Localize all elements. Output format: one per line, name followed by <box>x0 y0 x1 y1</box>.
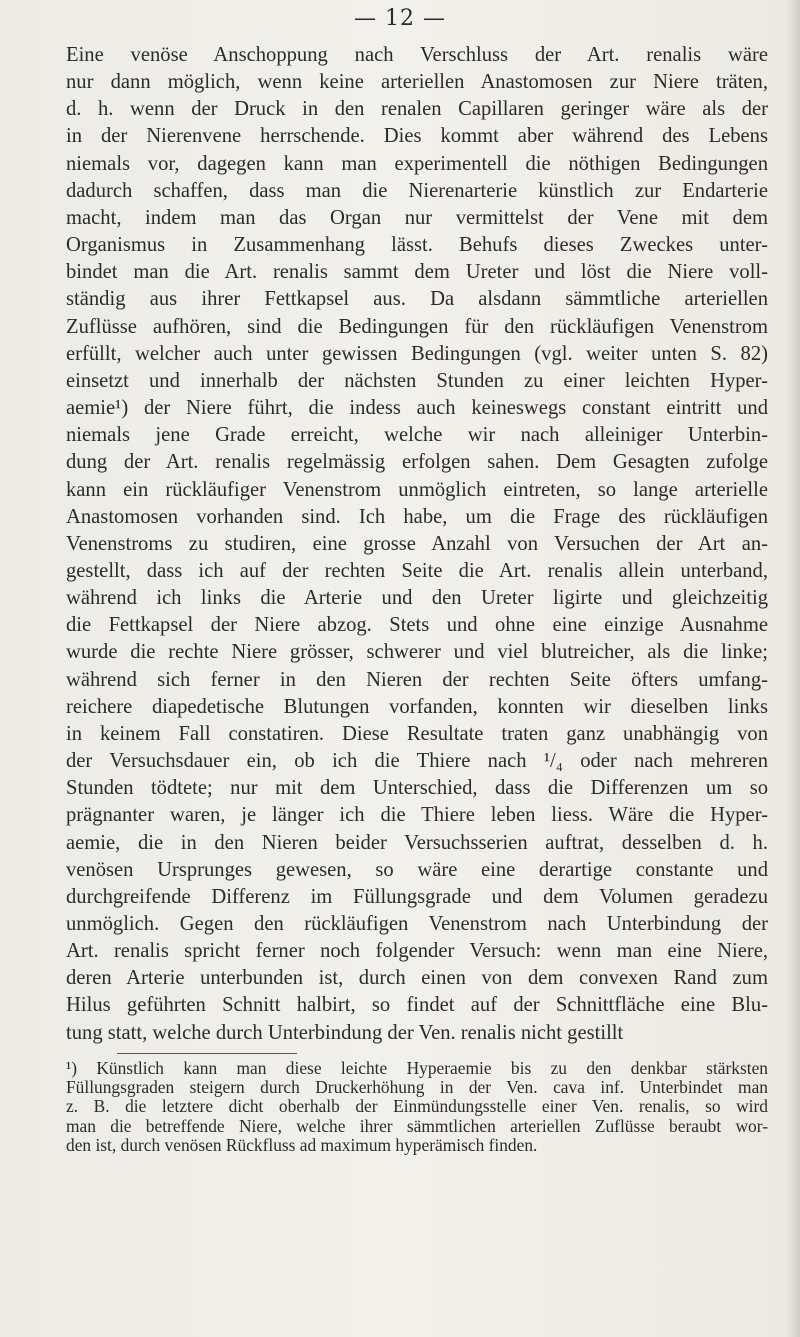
body-line: der Versuchsdauer ein, ob ich die Thiere nach ¹/₄ oder nach mehreren <box>66 750 768 773</box>
body-line: dung der Art. renalis regelmässig erfolgen sahen. Dem Gesagten zufolge <box>66 451 768 474</box>
body-line: deren Arterie unterbunden ist, durch einen von dem convexen Rand zum <box>66 967 768 990</box>
body-line: während ich links die Arterie und den Ureter ligirte und gleichzeitig <box>66 587 768 610</box>
footnote-line: ¹) Künstlich kann man diese leichte Hyperaemie bis zu den denkbar stärksten <box>66 1058 768 1078</box>
body-text <box>66 42 768 1047</box>
body-line: niemals jene Grade erreicht, welche wir nach alleiniger Unterbin- <box>66 424 768 447</box>
body-line: nur dann möglich, wenn keine arteriellen Anastomosen zur Niere träten, <box>66 71 768 94</box>
body-line: Art. renalis spricht ferner noch folgender Versuch: wenn man eine Niere, <box>66 940 768 963</box>
footnote-divider <box>117 1053 297 1054</box>
body-line: Venenstroms zu studiren, eine grosse Anzahl von Versuchen der Art an- <box>66 532 768 555</box>
body-line: kann ein rückläufiger Venenstrom unmöglich eintreten, so lange arterielle <box>66 478 768 501</box>
body-line: aemie¹) der Niere führt, die indess auch keineswegs constant eintritt und <box>66 397 768 420</box>
body-line: bindet man die Art. renalis sammt dem Ureter und löst die Niere voll- <box>66 261 768 284</box>
footnote-line: man die betreffende Niere, welche ihrer sämmtlichen arteriellen Zuflüsse beraubt wor- <box>66 1115 768 1136</box>
body-line: dadurch schaffen, dass man die Nierenarterie künstlich zur Endarterie <box>66 179 768 202</box>
body-line: Stunden tödtete; nur mit dem Unterschied, dass die Differenzen um so <box>66 777 768 800</box>
body-line: Hilus geführten Schnitt halbirt, so findet auf der Schnittfläche eine Blu- <box>66 994 768 1017</box>
body-line: während sich ferner in den Nieren der rechten Seite öfters umfang- <box>66 668 768 691</box>
page-edge-shadow <box>786 0 800 1337</box>
body-line: gestellt, dass ich auf der rechten Seite die Art. renalis allein unterband, <box>66 559 768 582</box>
body-line: Eine venöse Anschoppung nach Verschluss der Art. renalis wäre <box>66 44 768 66</box>
footnote-line: z. B. die letztere dicht oberhalb der Einmündungsstelle einer Ven. renalis, so wird <box>66 1096 768 1117</box>
page-number: — 12 — <box>354 6 446 31</box>
body-line: die Fettkapsel der Niere abzog. Stets und ohne eine einzige Ausnahme <box>66 614 768 637</box>
body-line: einsetzt und innerhalb der nächsten Stunden zu einer leichten Hyper- <box>66 369 768 392</box>
body-line: durchgreifende Differenz im Füllungsgrade und dem Volumen geradezu <box>66 885 768 908</box>
body-line: Anastomosen vorhanden sind. Ich habe, um die Frage des rückläufigen <box>66 505 768 528</box>
body-line: wurde die rechte Niere grösser, schwerer und viel blutreicher, als die linke; <box>66 641 768 664</box>
body-line: aemie, die in den Nieren beider Versuchsserien auftrat, desselben d. h. <box>66 831 768 854</box>
body-line: in der Nierenvene herrschende. Dies kommt aber während des Lebens <box>66 125 768 148</box>
body-line: niemals vor, dagegen kann man experimentell die nöthigen Bedingungen <box>66 152 768 175</box>
body-line: prägnanter waren, je länger ich die Thiere leben liess. Wäre die Hyper- <box>66 804 768 827</box>
body-line: macht, indem man das Organ nur vermittelst der Vene mit dem <box>66 206 768 229</box>
body-line: erfüllt, welcher auch unter gewissen Bedingungen (vgl. weiter unten S. 82) <box>66 342 768 365</box>
body-line: venösen Ursprunges gewesen, so wäre eine derartige constante und <box>66 858 768 881</box>
body-line: reichere diapedetische Blutungen vorfanden, konnten wir dieselben links <box>66 695 768 718</box>
footnote <box>66 1059 768 1155</box>
body-line: Organismus in Zusammenhang lässt. Behufs dieses Zweckes unter- <box>66 234 768 257</box>
footnote-line: den ist, durch venösen Rückfluss ad maximum hyperämisch finden. <box>66 1134 538 1155</box>
body-line: ständig aus ihrer Fettkapsel aus. Da alsdann sämmtliche arteriellen <box>66 288 768 311</box>
body-line: unmöglich. Gegen den rückläufigen Venenstrom nach Unterbindung der <box>66 913 768 935</box>
body-line: in keinem Fall constatiren. Diese Resultate traten ganz unabhängig von <box>66 722 768 745</box>
body-line: tung statt, welche durch Unterbindung der Ven. renalis nicht gestillt <box>66 1021 624 1044</box>
body-line: Zuflüsse aufhören, sind die Bedingungen für den rückläufigen Venenstrom <box>66 315 768 338</box>
body-line: d. h. wenn der Druck in den renalen Capillaren geringer wäre als der <box>66 98 768 121</box>
footnote-line: Füllungsgraden steigern durch Druckerhöhung in der Ven. cava inf. Unterbindet man <box>66 1077 768 1098</box>
